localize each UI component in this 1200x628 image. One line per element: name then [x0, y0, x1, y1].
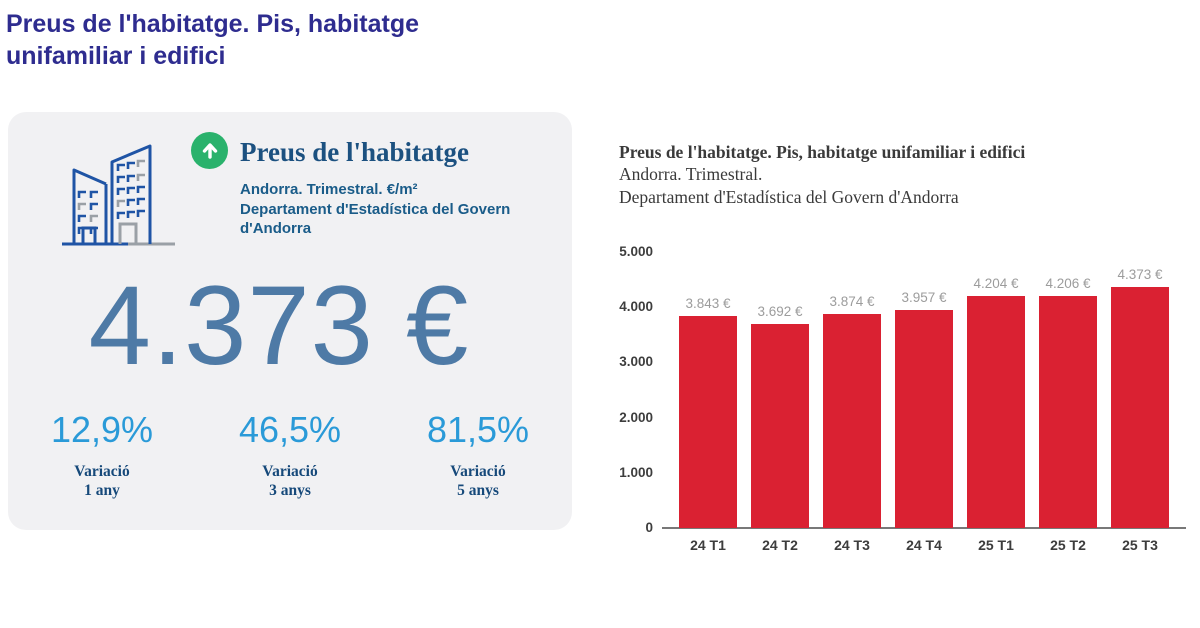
bar-24-T1[interactable]: [679, 316, 737, 528]
stat-label: Variació 5 anys: [450, 463, 506, 499]
stat-label: Variació 1 any: [74, 463, 130, 499]
bar-chart: [672, 240, 1176, 553]
bar-value-label: 4.373 €: [1117, 267, 1163, 282]
bar-value-label: 3.957 €: [901, 290, 947, 305]
bar-24-T3[interactable]: [823, 314, 881, 528]
x-axis-label: 25 T1: [978, 537, 1014, 553]
card-subtitle-line1: Andorra. Trimestral. €/m²: [240, 181, 418, 198]
bar-value-label: 4.204 €: [973, 276, 1019, 291]
x-axis-label: 25 T2: [1050, 537, 1086, 553]
y-axis-label: 4.000: [619, 299, 653, 315]
stat-5-years: [384, 411, 572, 500]
bar-slot: [1032, 240, 1104, 553]
y-axis: [597, 240, 653, 535]
x-axis-label: 24 T1: [690, 537, 726, 553]
card-title: Preus de l'habitatge: [240, 137, 469, 167]
bar-slot: [816, 240, 888, 553]
bar-value-label: 3.843 €: [685, 296, 731, 311]
y-axis-label: 5.000: [619, 244, 653, 259]
x-axis-label: 24 T3: [834, 537, 870, 553]
summary-card: [8, 112, 572, 530]
bar-slot: [1104, 240, 1176, 553]
chart-title-line2: Andorra. Trimestral.: [619, 164, 763, 185]
y-axis-label: 3.000: [619, 354, 653, 370]
bar-24-T2[interactable]: [751, 324, 809, 528]
x-axis-label: 24 T2: [762, 537, 798, 553]
stat-percent: 46,5%: [238, 409, 342, 450]
variation-stats: [8, 411, 572, 500]
bar-slot: [672, 240, 744, 553]
bar-slot: [888, 240, 960, 553]
x-axis-label: 25 T3: [1122, 537, 1158, 553]
bar-25-T2[interactable]: [1039, 296, 1097, 528]
y-axis-label: 1.000: [619, 464, 653, 480]
bar-value-label: 3.692 €: [757, 304, 803, 319]
trend-up-badge: [191, 132, 228, 169]
stat-3-years: [196, 411, 384, 500]
stat-1-year: [8, 411, 196, 500]
card-subtitle: [240, 180, 548, 239]
chart-title-line3: Departament d'Estadística del Govern d'Andorra: [619, 186, 959, 207]
chart-title: [619, 141, 1189, 208]
stat-percent: 12,9%: [50, 409, 154, 450]
card-subtitle-line2: Departament d'Estadística del Govern d'Andorra: [240, 200, 511, 237]
x-axis-label: 24 T4: [906, 537, 942, 553]
buildings-icon: [58, 138, 178, 252]
bar-25-T1[interactable]: [967, 296, 1025, 528]
chart-title-line1: Preus de l'habitatge. Pis, habitatge unifamiliar i edifici: [619, 142, 1026, 162]
page-title: Preus de l'habitatge. Pis, habitatge unifamiliar i edifici: [6, 10, 419, 70]
bar-25-T3[interactable]: [1111, 287, 1169, 528]
stat-percent: 81,5%: [426, 409, 530, 450]
y-axis-label: 0: [645, 520, 653, 535]
bar-slot: [960, 240, 1032, 553]
y-axis-label: 2.000: [619, 409, 653, 425]
arrow-up-icon: [199, 140, 221, 162]
bar-value-label: 3.874 €: [829, 294, 875, 309]
stat-label: Variació 3 anys: [262, 463, 318, 499]
bar-slot: [744, 240, 816, 553]
bar-value-label: 4.206 €: [1045, 276, 1091, 291]
current-price-value: 4.373 €: [88, 263, 470, 388]
bar-24-T4[interactable]: [895, 310, 953, 528]
